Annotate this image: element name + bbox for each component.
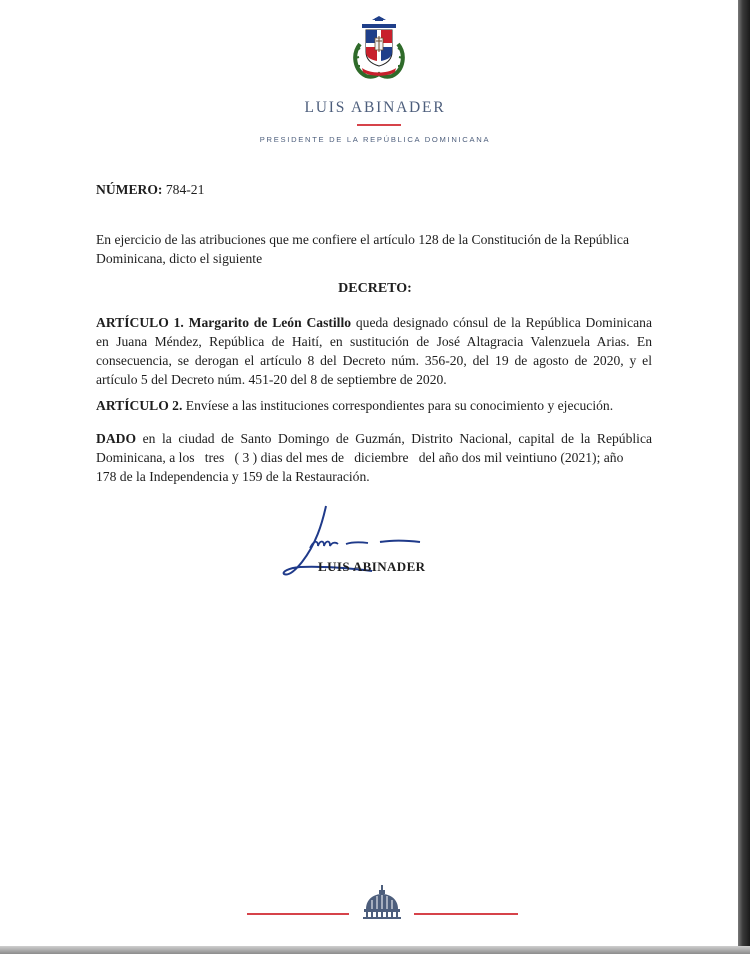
article-1-line-1-text: queda designado cónsul de la República Dominicana <box>355 315 652 330</box>
signatory-name: LUIS ABINADER <box>318 559 426 574</box>
letterhead-title: PRESIDENTE DE LA REPÚBLICA DOMINICANA <box>259 135 491 144</box>
article-1-line-1 <box>96 313 652 333</box>
given-label: DADO <box>96 431 137 446</box>
coat-of-arms-seal-icon <box>348 14 410 82</box>
letterhead-divider <box>357 124 401 126</box>
decree-heading: DECRETO: <box>338 281 412 296</box>
article-2 <box>96 396 613 416</box>
article-1-person-name: Margarito de León Castillo <box>188 315 352 330</box>
national-palace-dome-icon <box>362 885 402 919</box>
decree-number <box>96 180 204 200</box>
photo-edge-shadow-bottom <box>0 946 750 954</box>
preamble-line-2: Dominicana, dicto el siguiente <box>96 251 263 266</box>
given-line-1-text: en la ciudad de Santo Domingo de Guzmán, Distrito Nacional, capital de la República <box>142 431 653 446</box>
decree-number-value: 784-21 <box>165 182 205 197</box>
given-line-2: Dominicana, a los tres ( 3 ) dias del mes de diciembre del año dos mil veintiuno (2021); año <box>96 450 624 465</box>
preamble-line-1: En ejercicio de las atribuciones que me confiere el artículo 128 de la Constitución de la República <box>96 232 629 247</box>
article-1-label: ARTÍCULO 1. <box>96 315 184 330</box>
given-line-3: 178 de la Independencia y 159 de la Restauración. <box>96 469 370 484</box>
article-1-line-4: artículo 5 del Decreto núm. 451-20 del 8 de septiembre de 2020. <box>96 372 447 387</box>
decree-number-label: NÚMERO: <box>96 182 163 197</box>
article-1-line-3: consecuencia, se derogan el artículo 8 del Decreto núm. 356-20, del 19 de agosto de 2020, y el <box>96 353 652 368</box>
letterhead-name: LUIS ABINADER <box>304 99 446 116</box>
article-2-label: ARTÍCULO 2. <box>96 398 183 413</box>
given-line-1 <box>96 429 652 449</box>
article-2-text: Envíese a las instituciones correspondientes para su conocimiento y ejecución. <box>185 398 614 413</box>
footer-line-right <box>414 913 518 915</box>
article-1-line-2: en Juana Méndez, República de Haití, en sustitución de José Altagracia Valenzuela Arias. En <box>96 334 652 349</box>
footer-line-left <box>247 913 349 915</box>
